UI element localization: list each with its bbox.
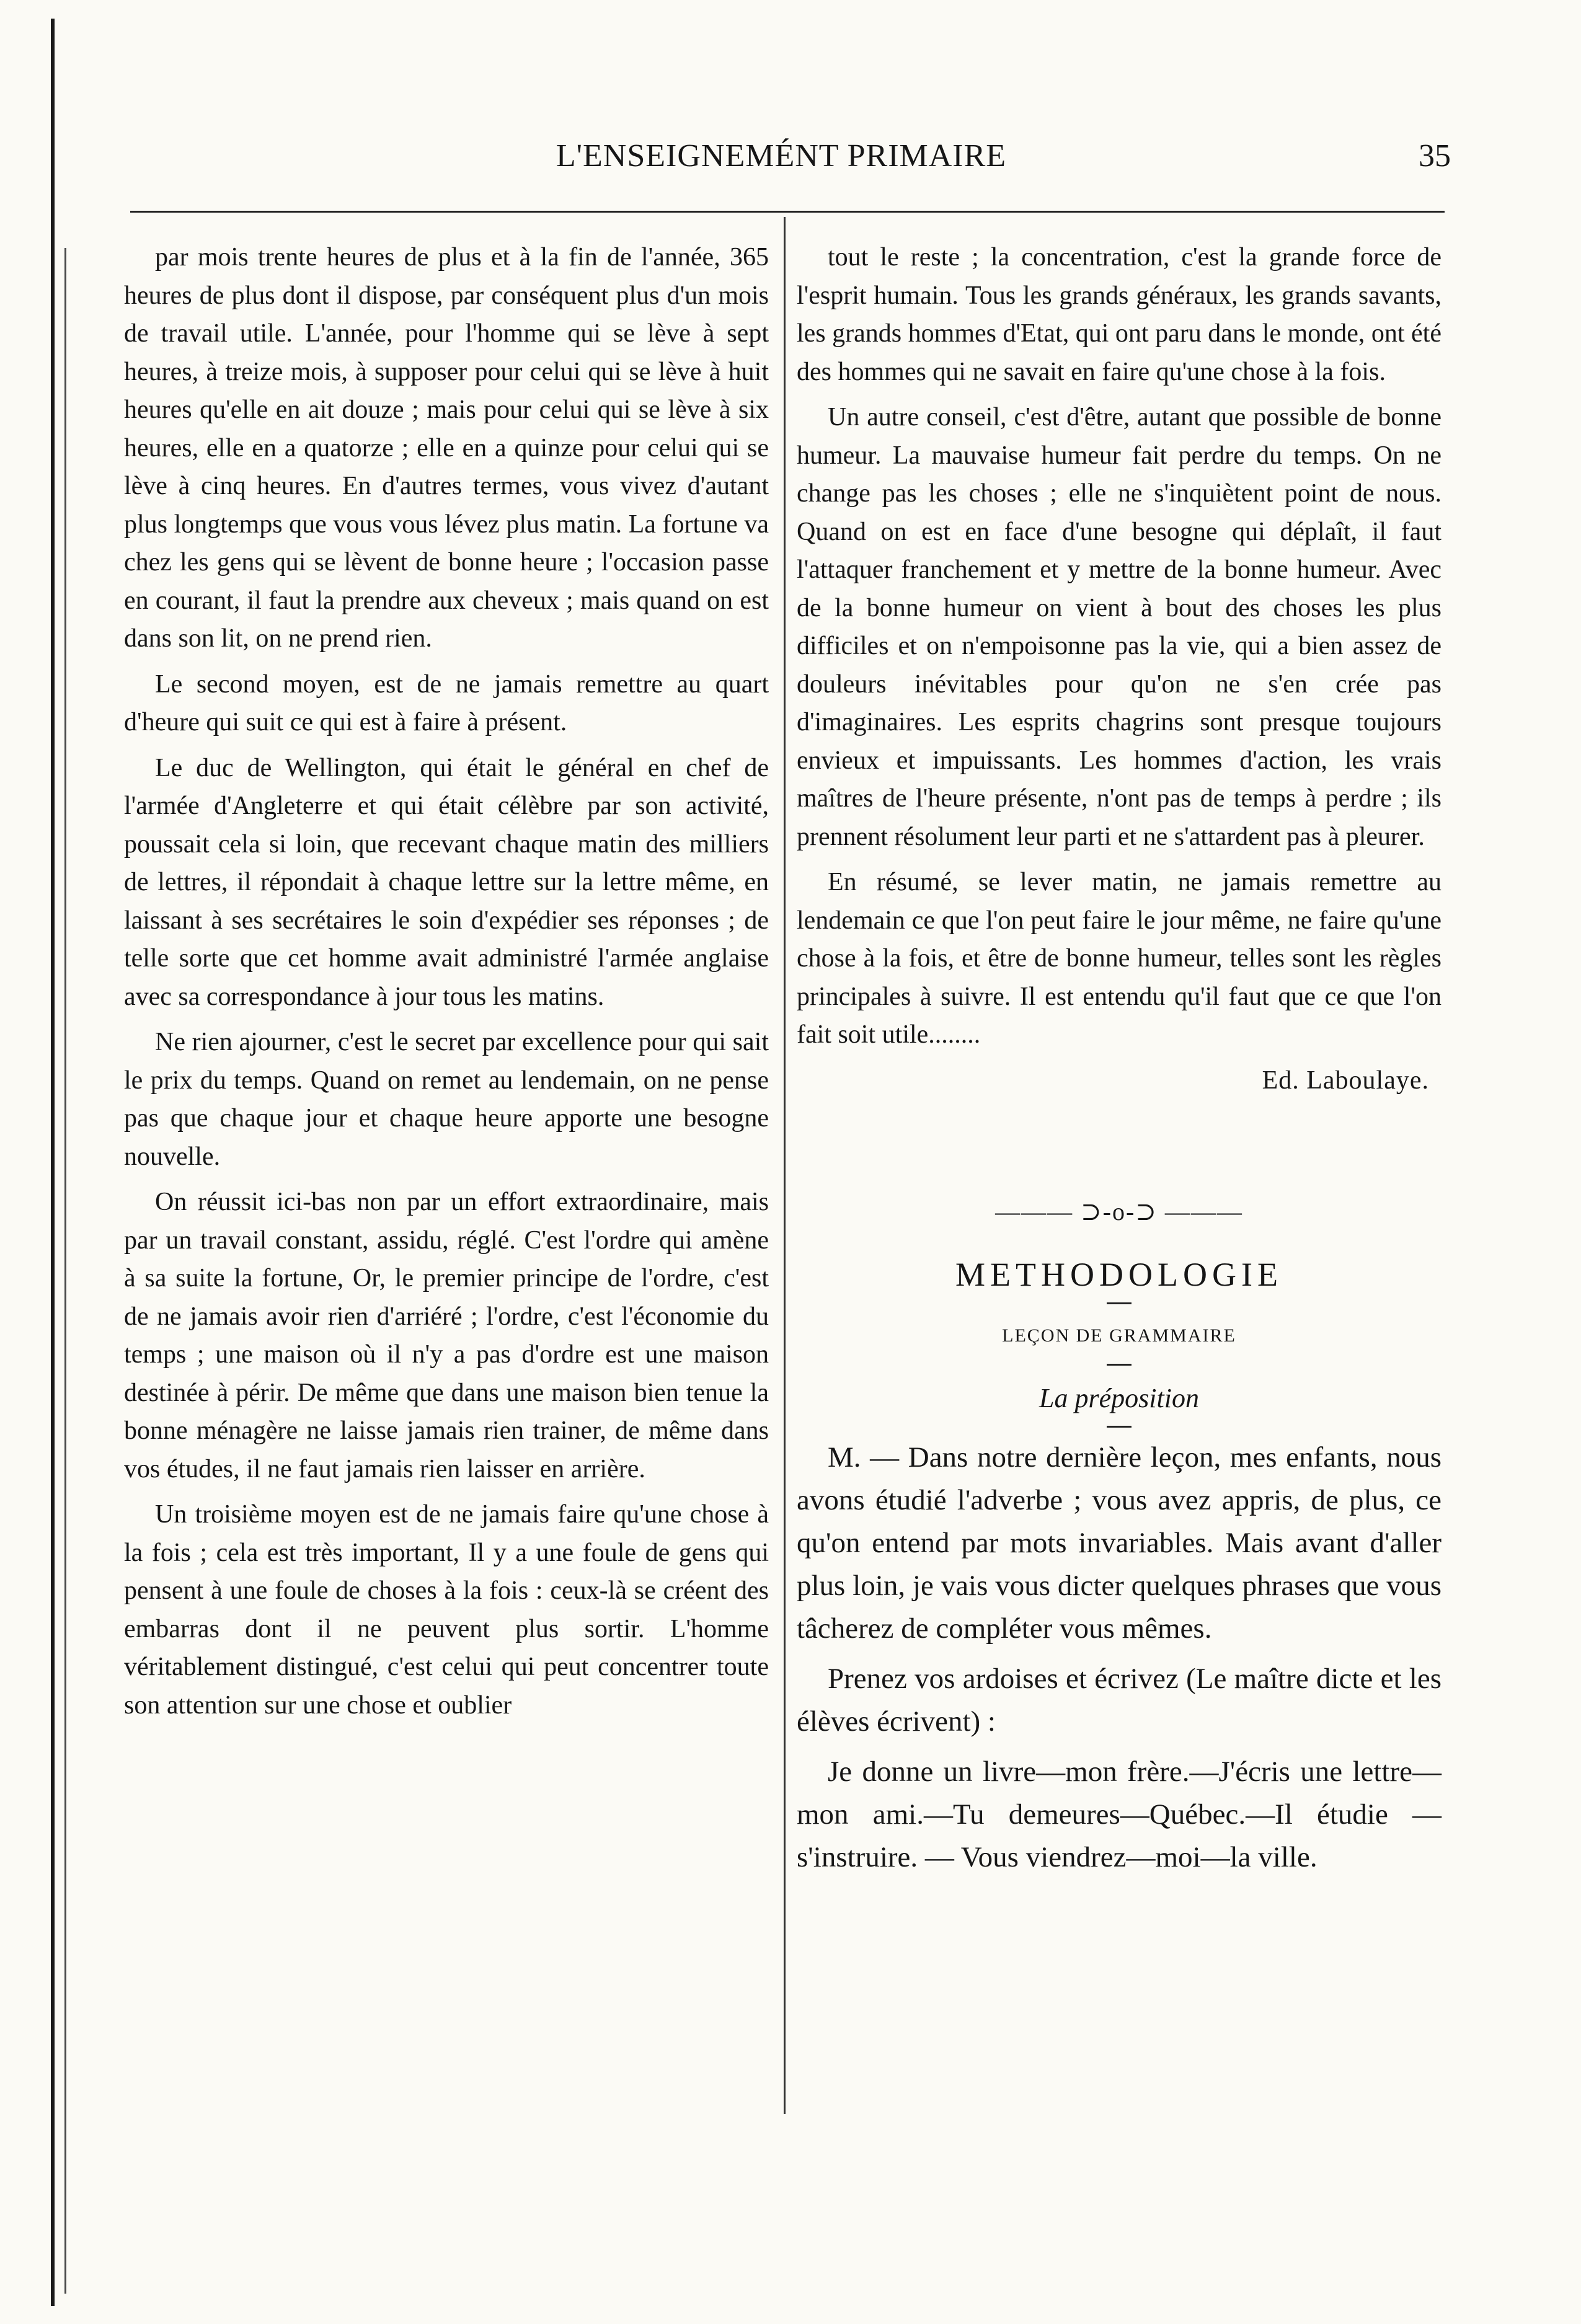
page-binding-edge [51, 19, 55, 2306]
paragraph: Je donne un livre—mon frère.—J'écris une lettre—mon ami.—Tu demeures—Québec.—Il étudie — s'instruire. — Vous viendrez—moi—la ville. [797, 1756, 1442, 1873]
paragraph: Le duc de Wellington, qui était le général en chef de l'armée d'Angleterre et qui était célèbre par son activité, poussait cela si loin, que recevant chaque matin des milliers de lettres, il répondait à chaque lettre sur la lettre même, en laissant à ses secrétaires le soin d'expédier ses réponses ; de telle sorte que cet homme avait administré l'armée anglaise avec sa correspondance à jour tous les matins. [124, 753, 769, 1011]
paragraph: par mois trente heures de plus et à la fin de l'année, 365 heures de plus dont il dispose, par conséquent plus d'un mois de travail utile. L'année, pour l'homme qui se lève à sept heures, à treize mois, à supposer pour celui qui se lève à huit heures qu'elle en ait douze ; mais pour celui qui se lève à six heures, elle en a quatorze ; elle en a quinze pour celui qui se lève à cinq heures. En d'autres termes, vous vivez d'autant plus longtemps que vous vous lévez plus matin. La fortune va chez les gens qui se lèvent de bonne heure ; l'occasion passe en courant, il faut la prendre aux cheveux ; mais quand on est dans son lit, on ne prend rien. [124, 243, 769, 653]
page-number: 35 [1419, 138, 1451, 174]
section-title: METHODOLOGIE [955, 1255, 1283, 1293]
paragraph: tout le reste ; la concentration, c'est la grande force de l'esprit humain. Tous les grands généraux, les grands savants, les grands hommes d'Etat, qui ont paru dans le monde, ont été des hommes qui ne savait en faire qu'une chose à la fois. [797, 243, 1442, 386]
paragraph: Prenez vos ardoises et écrivez (Le maître dicte et les élèves écrivent) : [797, 1663, 1442, 1738]
paragraph: Le second moyen, est de ne jamais remettre au quart d'heure qui suit ce qui est à faire à présent. [124, 669, 769, 736]
paragraph: On réussit ici-bas non par un effort extraordinaire, mais par un travail constant, assidu, réglé. C'est l'ordre qui amène à sa suite la fortune, Or, le premier principe de l'ordre, c'est de ne jamais avoir rien d'arriéré ; l'ordre, c'est l'économie du temps ; une maison où il n'y a pas d'ordre est une maison destinée à périr. De même que dans une maison bien tenue la bonne ménagère ne laisse jamais rien trainer, de même dans vos études, il ne faut jamais rien laisser en arrière. [124, 1188, 769, 1483]
left-column [124, 239, 769, 1725]
divider-dash [1107, 1302, 1132, 1304]
lesson-text [797, 1436, 1442, 1879]
right-column [797, 239, 1442, 1879]
paragraph: Un autre conseil, c'est d'être, autant que possible de bonne humeur. La mauvaise humeur fait perdre du temps. On ne change pas les choses ; elle ne s'inquiètent point de nous. Quand on est en face d'une besogne qui déplaît, il faut l'attaquer franchement et y mettre de la bonne humeur. Avec de la bonne humeur on vient à bout des choses les plus difficiles et on n'empoisonne pas la vie, qui a bien assez de douleurs inévitables pour qu'on ne s'en crée pas d'imaginaires. Les esprits chagrins sont presque toujours envieux et impuissants. Les hommes d'action, les vrais maîtres de l'heure présente, n'ont pas de temps à perdre ; ils prennent résolument leur parti et ne s'attardent pas à pleurer. [797, 403, 1442, 851]
paragraph: M. — Dans notre dernière leçon, mes enfants, nous avons étudié l'adverbe ; vous avez appris, de plus, ce qu'on entend par mots invariables. Mais avant d'aller plus loin, je vais vous dicter quelques phrases que vous tâcherez de compléter vous mêmes. [797, 1441, 1442, 1645]
paragraph: Un troisième moyen est de ne jamais faire qu'une chose à la fois ; cela est très important, Il y a une foule de gens qui pensent à une foule de choses à la fois : ceux-là se créent des embarras dont il ne peuvent plus sortir. L'homme véritablement distingué, c'est celui qui peut concentrer toute son attention sur une chose et oublier [124, 1500, 769, 1720]
divider-dash [1107, 1426, 1132, 1428]
divider-dash [1107, 1364, 1132, 1366]
author-signature: Ed. Laboulaye. [1262, 1066, 1429, 1095]
lesson-topic: La préposition [1039, 1382, 1199, 1413]
paragraph: En résumé, se lever matin, ne jamais remettre au lendemain ce que l'on peut faire le jour même, ne faire qu'une chose à la fois, et être de bonne humeur, telles sont les règles principales à suivre. Il est entendu qu'il faut que ce que l'on fait soit utile........ [797, 868, 1442, 1049]
paragraph: Ne rien ajourner, c'est le secret par excellence pour qui sait le prix du temps. Quand on remet au lendemain, on ne pense pas que chaque jour et chaque heure apporte une besogne nouvelle. [124, 1028, 769, 1171]
column-divider [784, 217, 786, 2114]
running-title: L'ENSEIGNEMÉNT PRIMAIRE [556, 138, 1007, 174]
section-subtitle: LEÇON DE GRAMMAIRE [1002, 1325, 1236, 1346]
page-header [112, 138, 1451, 187]
header-rule [130, 211, 1445, 213]
page-margin-line [64, 248, 66, 2294]
section-ornament: ——— ⊃-o-⊃ ——— [995, 1198, 1243, 1226]
